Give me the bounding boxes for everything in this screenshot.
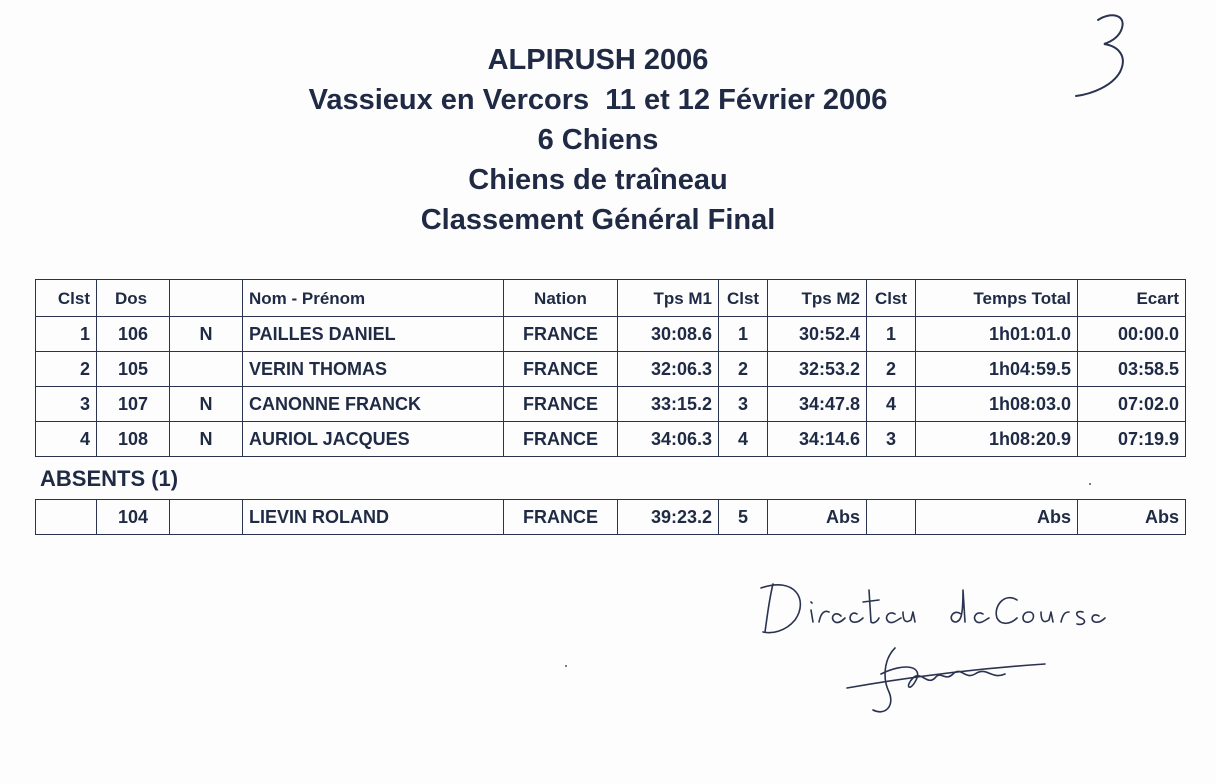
handwritten-page-number	[1070, 8, 1140, 108]
event-discipline: Chiens de traîneau	[468, 164, 728, 196]
cell-total: Abs	[916, 500, 1078, 535]
table-row	[36, 500, 1186, 535]
header-dos: Dos	[97, 280, 170, 317]
cell-name: CANONNE FRANCK	[243, 387, 504, 422]
header-ecart: Ecart	[1078, 280, 1186, 317]
ranking-title: Classement Général Final	[420, 204, 776, 236]
document-title	[0, 40, 1196, 240]
header-tps-m1: Tps M1	[618, 280, 719, 317]
cell-ecart: 00:00.0	[1078, 317, 1186, 352]
cell-clst-m1: 2	[719, 352, 768, 387]
event-location-dates: Vassieux en Vercors 11 et 12 Février 2006	[308, 84, 888, 116]
cell-clst: 1	[36, 317, 97, 352]
cell-clst-m2	[867, 500, 916, 535]
cell-dos: 106	[97, 317, 170, 352]
cell-tps-m2: 30:52.4	[768, 317, 867, 352]
cell-tps-m2: 34:14.6	[768, 422, 867, 457]
cell-clst-m2: 4	[867, 387, 916, 422]
table-header-row	[36, 280, 1186, 317]
cell-clst-m2: 3	[867, 422, 916, 457]
cell-tps-m1: 30:08.6	[618, 317, 719, 352]
cell-dos: 105	[97, 352, 170, 387]
cell-name: PAILLES DANIEL	[243, 317, 504, 352]
cell-tps-m1: 39:23.2	[618, 500, 719, 535]
cell-tps-m1: 32:06.3	[618, 352, 719, 387]
scan-speck	[565, 665, 567, 667]
header-clst: Clst	[36, 280, 97, 317]
cell-dos: 104	[97, 500, 170, 535]
cell-clst-m2: 2	[867, 352, 916, 387]
cell-tps-m1: 33:15.2	[618, 387, 719, 422]
cell-tps-m1: 34:06.3	[618, 422, 719, 457]
results-table	[35, 279, 1186, 457]
cell-clst-m1: 5	[719, 500, 768, 535]
header-clst-m1: Clst	[719, 280, 768, 317]
table-row	[36, 317, 1186, 352]
cell-name: AURIOL JACQUES	[243, 422, 504, 457]
header-name: Nom - Prénom	[243, 280, 504, 317]
cell-ecart: Abs	[1078, 500, 1186, 535]
cell-clst	[36, 500, 97, 535]
cell-flag: N	[170, 387, 243, 422]
header-tps-m2: Tps M2	[768, 280, 867, 317]
header-nation: Nation	[504, 280, 618, 317]
cell-nation: FRANCE	[504, 317, 618, 352]
scan-speck	[1089, 483, 1091, 485]
table-row	[36, 352, 1186, 387]
cell-nation: FRANCE	[504, 387, 618, 422]
cell-flag	[170, 352, 243, 387]
cell-clst: 3	[36, 387, 97, 422]
cell-nation: FRANCE	[504, 352, 618, 387]
header-total: Temps Total	[916, 280, 1078, 317]
absents-heading: ABSENTS (1)	[40, 466, 179, 491]
cell-flag	[170, 500, 243, 535]
cell-ecart: 07:19.9	[1078, 422, 1186, 457]
cell-nation: FRANCE	[504, 500, 618, 535]
cell-dos: 107	[97, 387, 170, 422]
cell-tps-m2: 32:53.2	[768, 352, 867, 387]
cell-dos: 108	[97, 422, 170, 457]
cell-ecart: 07:02.0	[1078, 387, 1186, 422]
cell-clst: 2	[36, 352, 97, 387]
event-title: ALPIRUSH 2006	[487, 44, 709, 76]
cell-clst-m2: 1	[867, 317, 916, 352]
cell-clst: 4	[36, 422, 97, 457]
table-row	[36, 422, 1186, 457]
absents-table	[35, 499, 1186, 535]
cell-tps-m2: 34:47.8	[768, 387, 867, 422]
table-row	[36, 387, 1186, 422]
cell-total: 1h08:03.0	[916, 387, 1078, 422]
cell-flag: N	[170, 317, 243, 352]
cell-total: 1h04:59.5	[916, 352, 1078, 387]
cell-tps-m2: Abs	[768, 500, 867, 535]
header-flag	[170, 280, 243, 317]
cell-clst-m1: 4	[719, 422, 768, 457]
cell-name: VERIN THOMAS	[243, 352, 504, 387]
cell-clst-m1: 1	[719, 317, 768, 352]
handwritten-signature	[755, 570, 1115, 730]
cell-name: LIEVIN ROLAND	[243, 500, 504, 535]
header-clst-m2: Clst	[867, 280, 916, 317]
event-category: 6 Chiens	[537, 124, 659, 156]
cell-clst-m1: 3	[719, 387, 768, 422]
cell-flag: N	[170, 422, 243, 457]
cell-total: 1h08:20.9	[916, 422, 1078, 457]
cell-ecart: 03:58.5	[1078, 352, 1186, 387]
cell-total: 1h01:01.0	[916, 317, 1078, 352]
cell-nation: FRANCE	[504, 422, 618, 457]
